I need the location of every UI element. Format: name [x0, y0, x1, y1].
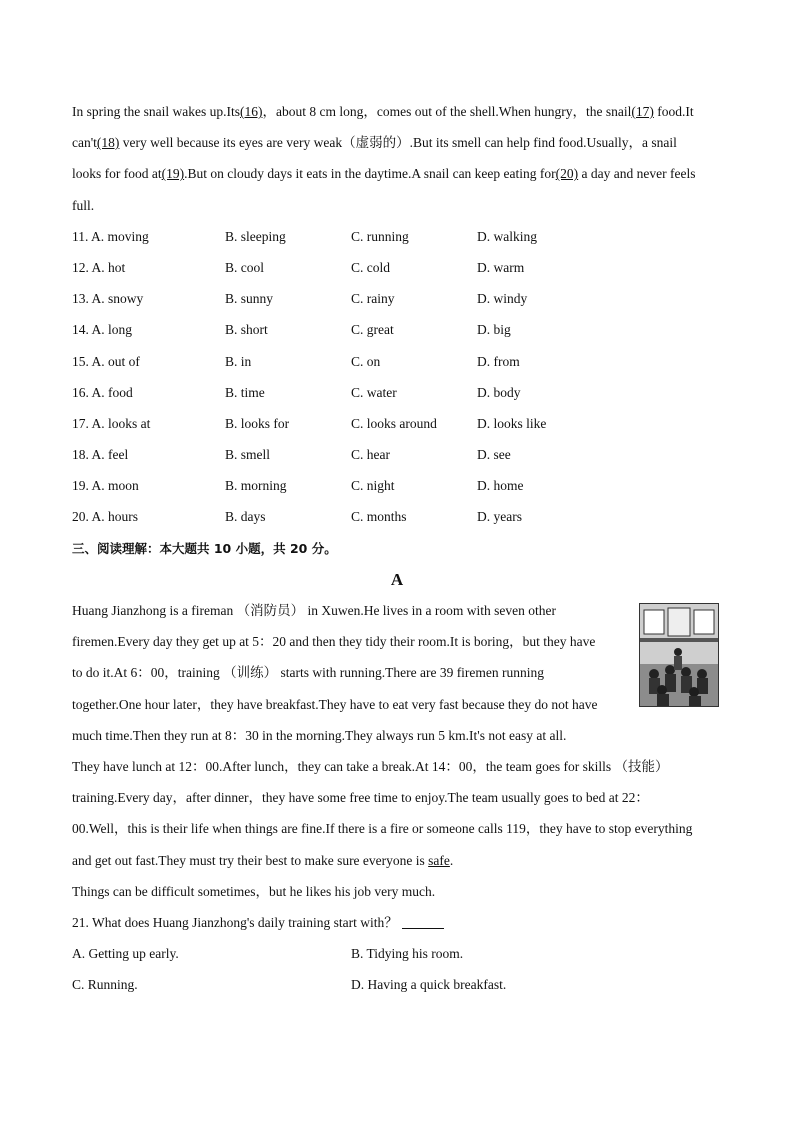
text: a day and never feels — [578, 166, 696, 182]
question-18 — [72, 439, 722, 470]
option-d: D. walking — [477, 228, 537, 244]
question-19 — [72, 470, 722, 501]
option-c: C. looks around — [351, 415, 437, 431]
text: looks for food at — [72, 166, 162, 182]
reading-line-8: 00.Well，this is their life when things are fine.If there is a fire or someone calls 119，they have to stop everything — [72, 821, 693, 837]
question-14 — [72, 314, 722, 345]
reading-line-1: Huang Jianzhong is a fireman （消防员） in Xuwen.He lives in a room with seven other — [72, 603, 557, 618]
passage-title: A — [390, 569, 404, 589]
option-b: B. sleeping — [225, 228, 286, 244]
question-17 — [72, 408, 722, 439]
reading-line-5: much time.Then they run at 8：30 in the morning.They always run 5 km.It's not easy at all. — [72, 727, 567, 743]
option-d: D. windy — [477, 291, 528, 307]
option-c: C. great — [351, 322, 394, 338]
text: . — [449, 852, 454, 868]
answer-blank[interactable] — [402, 914, 444, 929]
option-a: 15. A. out of — [72, 353, 140, 369]
question-21-stem — [72, 907, 722, 938]
text: very well because its eyes are very weak（虚弱的）.But its smell can help find food.Usually，a snail — [119, 135, 677, 151]
text: ，about 8 cm long，comes out of the shell.When hungry，the snail — [262, 104, 632, 119]
reading-passage — [72, 595, 722, 907]
option-c: C. water — [351, 384, 397, 400]
underlined-word: safe — [428, 852, 450, 868]
option-c: C. running — [351, 228, 409, 244]
option-c: C. cold — [351, 259, 390, 275]
blank-20: (20) — [555, 166, 579, 182]
question-15 — [72, 346, 722, 377]
option-a: 18. A. feel — [72, 447, 129, 463]
question-21-options-row-1 — [72, 938, 722, 969]
option-b: B. morning — [225, 478, 287, 494]
fireman-training-photo — [639, 603, 719, 707]
reading-line-6: They have lunch at 12：00.After lunch，they can take a break.At 14：00，the team goes for skills （技能） — [72, 758, 669, 774]
option-d: D. big — [477, 322, 511, 338]
option-a: 11. A. moving — [72, 228, 149, 244]
question-11 — [72, 221, 722, 252]
option-b: B. in — [225, 353, 252, 369]
passage-line-1 — [72, 96, 722, 127]
blank-17: (17) — [631, 104, 654, 119]
option-d: D. looks like — [477, 415, 547, 431]
passage-line-2 — [72, 127, 722, 158]
option-d: D. years — [477, 509, 522, 525]
reading-line-9 — [72, 845, 722, 876]
option-b: B. time — [225, 384, 265, 400]
question-16 — [72, 377, 722, 408]
option-c: C. rainy — [351, 291, 395, 307]
blank-19: (19) — [161, 166, 185, 182]
text: food.It — [653, 104, 694, 119]
option-a: A. Getting up early. — [72, 946, 179, 962]
option-a: 14. A. long — [72, 322, 133, 338]
option-c: C. night — [351, 478, 395, 494]
option-a: 20. A. hours — [72, 509, 139, 525]
question-12 — [72, 252, 722, 283]
blank-16: (16) — [239, 104, 263, 119]
option-b: B. cool — [225, 259, 264, 275]
option-d: D. from — [477, 353, 520, 369]
option-a: 17. A. looks at — [72, 415, 151, 431]
option-d: D. see — [477, 447, 511, 463]
option-d: D. body — [477, 384, 521, 400]
option-c: C. hear — [351, 447, 390, 463]
option-a: 16. A. food — [72, 384, 133, 400]
option-b: B. Tidying his room. — [351, 946, 464, 962]
reading-line-2: firemen.Every day they get up at 5：20 and then they tidy their room.It is boring，but they have — [72, 634, 596, 650]
option-d: D. home — [477, 478, 524, 494]
option-d: D. Having a quick breakfast. — [351, 977, 507, 993]
text: can't — [72, 135, 97, 151]
reading-line-3: to do it.At 6：00，training （训练） starts with running.There are 39 firemen running — [72, 665, 545, 681]
option-b: B. days — [225, 509, 266, 525]
reading-line-7: training.Every day，after dinner，they have some free time to enjoy.The team usually goes to bed at 22： — [72, 790, 649, 806]
option-d: D. warm — [477, 259, 525, 275]
question-21-options-row-2 — [72, 969, 722, 1000]
text: .But on cloudy days it eats in the daytime.A snail can keep eating for — [184, 166, 556, 182]
reading-line-10: Things can be difficult sometimes，but he likes his job very much. — [72, 883, 436, 899]
question-text: 21. What does Huang Jianzhong's daily training start with？ — [72, 914, 398, 930]
option-b: B. smell — [225, 447, 271, 463]
question-20 — [72, 501, 722, 532]
text: and get out fast.They must try their best to make sure everyone is — [72, 852, 429, 868]
option-b: B. short — [225, 322, 268, 338]
option-b: B. sunny — [225, 291, 274, 307]
section-heading: 三、阅读理解：本大题共 10 小题，共 20 分。 — [72, 540, 337, 556]
option-a: 13. A. snowy — [72, 291, 144, 307]
document-page — [72, 96, 722, 1000]
text: In spring the snail wakes up.Its — [72, 104, 240, 119]
blank-18: (18) — [96, 135, 120, 151]
question-13 — [72, 283, 722, 314]
reading-line-4: together.One hour later，they have breakfast.They have to eat very fast because they do not have — [72, 696, 598, 712]
passage-line-4: full. — [72, 197, 95, 213]
option-b: B. looks for — [225, 415, 290, 431]
option-a: 12. A. hot — [72, 259, 126, 275]
option-c: C. months — [351, 509, 407, 525]
option-c: C. on — [351, 353, 381, 369]
passage-line-3 — [72, 158, 722, 189]
option-a: 19. A. moon — [72, 478, 139, 494]
option-c: C. Running. — [72, 977, 138, 993]
